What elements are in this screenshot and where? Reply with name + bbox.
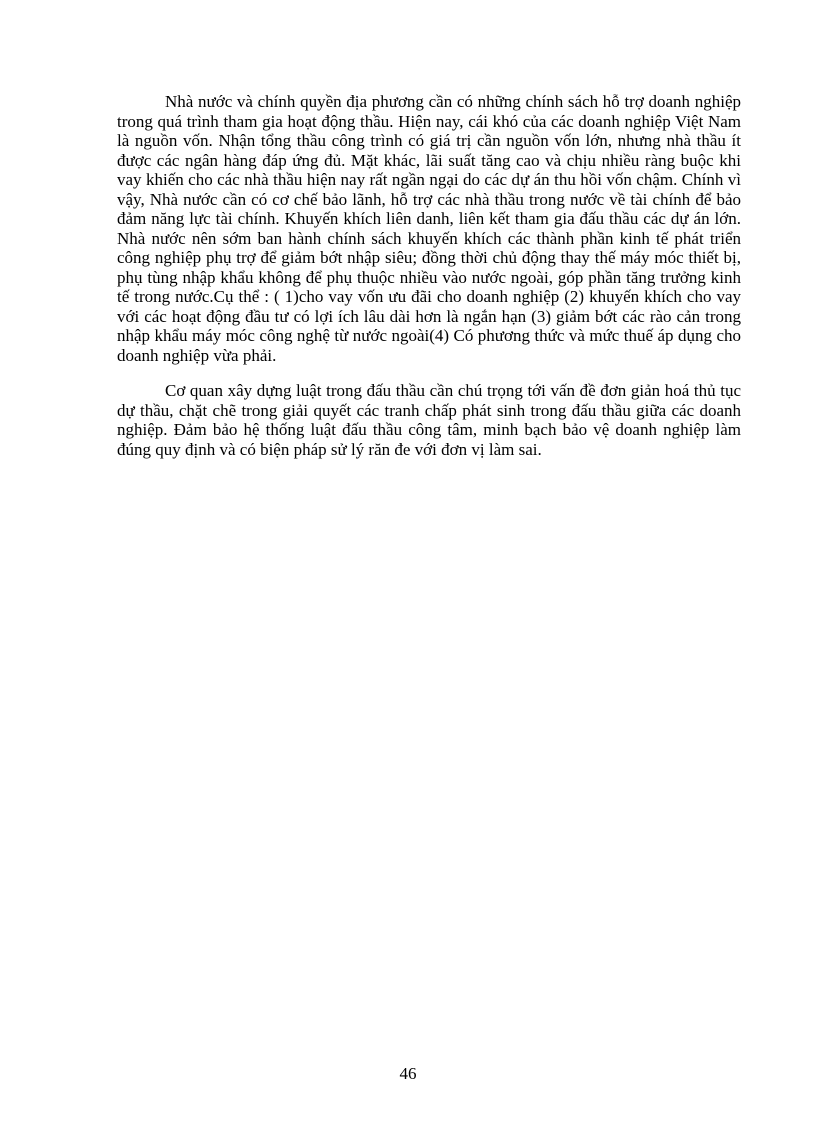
paragraph-bidding-law: Cơ quan xây dựng luật trong đấu thầu cần chú trọng tới vấn đề đơn giản hoá thủ tục dự thầu, chặt chẽ trong giải quyết các tranh chấp phát sinh trong đấu thầu giữa các doanh nghiệp. Đảm bảo hệ thống luật đấu thầu công tâm, minh bạch bảo vệ doanh nghiệp làm đúng quy định và có biện pháp sử lý răn đe với đơn vị làm sai. (117, 381, 741, 459)
paragraph-state-support: Nhà nước và chính quyền địa phương cần có những chính sách hỗ trợ doanh nghiệp trong quá trình tham gia hoạt động thầu. Hiện nay, cái khó của các doanh nghiệp Việt Nam là nguồn vốn. Nhận tổng thầu công trình có giá trị cần nguồn vốn lớn, nhưng nhà thầu ít được các ngân hàng đáp ứng đủ. Mặt khác, lãi suất tăng cao và chịu nhiều ràng buộc khi vay khiến cho các nhà thầu hiện nay rất ngần ngại do các dự án thu hồi vốn chậm. Chính vì vậy, Nhà nước cần có cơ chế bảo lãnh, hỗ trợ các nhà thầu trong nước về tài chính để bảo đảm năng lực tài chính. Khuyến khích liên danh, liên kết tham gia đấu thầu các dự án lớn. Nhà nước nên sớm ban hành chính sách khuyến khích các thành phần kinh tế phát triển công nghiệp phụ trợ để giảm bớt nhập siêu; đồng thời chủ động thay thế máy móc thiết bị, phụ tùng nhập khẩu không để phụ thuộc nhiều vào nước ngoài, góp phần tăng trưởng kinh tế trong nước.Cụ thể : ( 1)cho vay vốn ưu đãi cho doanh nghiệp (2) khuyến khích cho vay với các hoạt động đầu tư có lợi ích lâu dài hơn là ngắn hạn (3) giảm bớt các rào cản trong nhập khẩu máy móc công nghệ từ nước ngoài(4) Có phương thức và mức thuế áp dụng cho doanh nghiệp vừa phải. (117, 92, 741, 365)
body-text (117, 92, 741, 459)
page-number: 46 (399, 1064, 417, 1083)
